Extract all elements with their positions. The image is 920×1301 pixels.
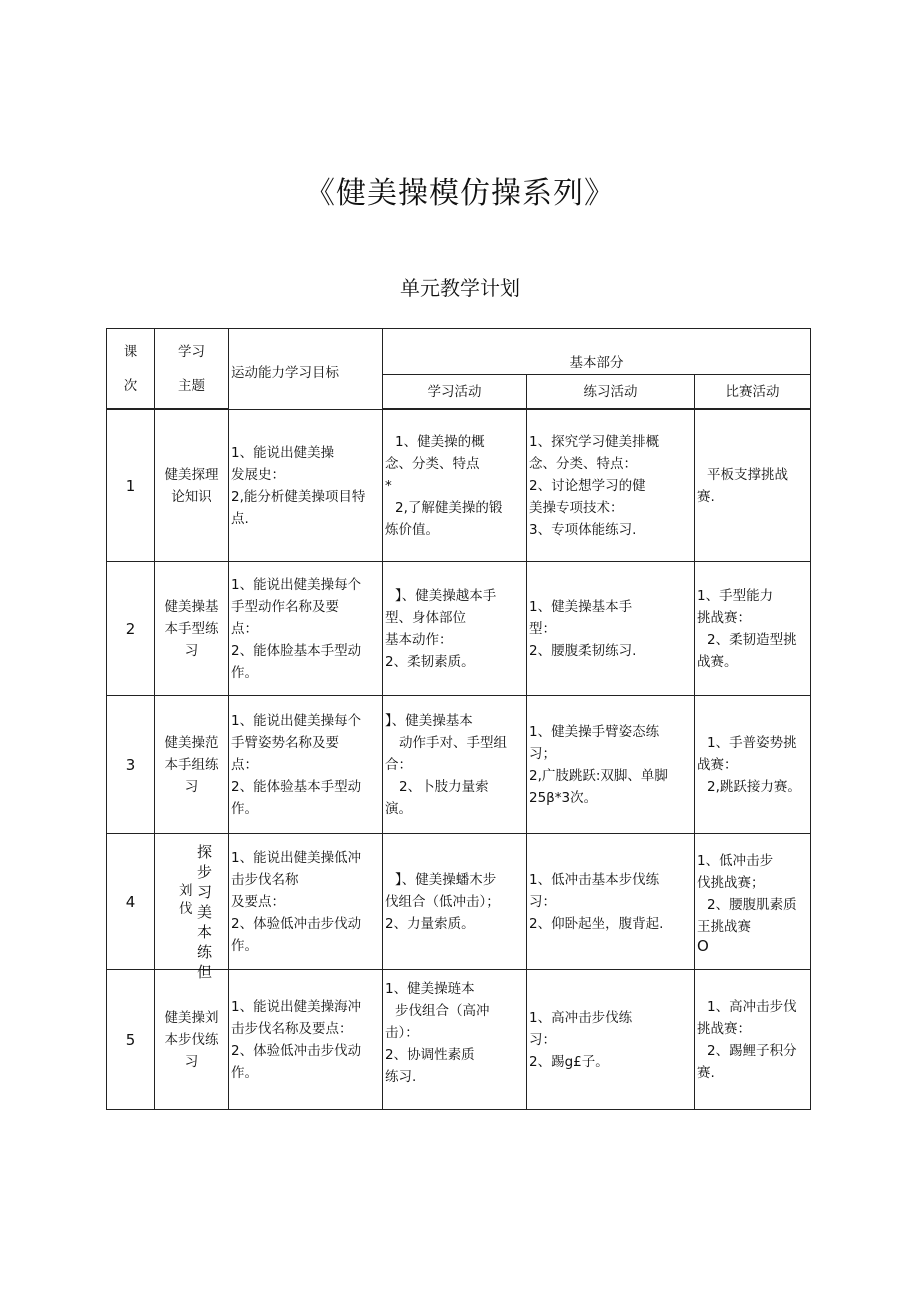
lesson-theme: 健美操刘 本步伐练 习: [155, 970, 229, 1110]
lesson-theme: 健美操范 本手组练 习: [155, 696, 229, 834]
ability-goal: 1、能说出健美操低冲 击步伐名称 及要点： 2、体验低冲击步伐动 作。: [229, 834, 383, 970]
header-lesson: 课 次: [107, 329, 155, 409]
table-row: [107, 696, 811, 834]
header-learning: 学习活动: [383, 375, 527, 409]
practice-activity: 1、低冲击基本步伐练 习： 2、仰卧起坐，腹背起.: [527, 834, 695, 970]
table-row: [107, 970, 811, 1110]
competition-activity: 平板支撑挑战 赛.: [695, 410, 811, 562]
lesson-number: 3: [107, 696, 155, 834]
competition-activity: 1、高冲击步伐 挑战赛： 2、踢鲤子积分 赛.: [695, 970, 811, 1110]
header-basic: 基本部分: [383, 329, 811, 375]
learning-activity: 】、健美操越本手 型、身体部位 基本动作： 2、柔韧素质。: [383, 562, 527, 696]
competition-activity: 1、手型能力 挑战赛： 2、柔韧造型挑 战赛。: [695, 562, 811, 696]
learning-activity: 1、健美操琏本 步伐组合（高冲 击）： 2、协调性素质 练习.: [383, 970, 527, 1110]
header-theme: 学习 主题: [155, 329, 229, 409]
ability-goal: 1、能说出健美操海冲 击步伐名称及要点： 2、体验低冲击步伐动 作。: [229, 970, 383, 1110]
table-row: [107, 562, 811, 696]
lesson-number: 1: [107, 410, 155, 562]
header-competition: 比赛活动: [695, 375, 811, 409]
competition-activity: 1、手普姿势挑 战赛： 2,跳跃接力赛。: [695, 696, 811, 834]
table-row: [107, 410, 811, 562]
ability-goal: 1、能说出健美操每个 手臂姿势名称及要 点： 2、能体验基本手型动 作。: [229, 696, 383, 834]
header-practice: 练习活动: [527, 375, 695, 409]
ability-goal: 1、能说出健美操每个 手型动作名称及要 点： 2、能体脸基本手型动 作。: [229, 562, 383, 696]
competition-activity: 1、低冲击步 伐挑战赛； 2、腰腹肌素质 王挑战赛 O: [695, 834, 811, 970]
lesson-number: 4: [107, 834, 155, 970]
lesson-theme: 刘 伐 探 步 习 美 本 练 但: [155, 834, 229, 970]
teaching-plan-table: [106, 328, 811, 1110]
header-goal: 运动能力学习目标: [229, 329, 383, 410]
lesson-theme: 健美探理 论知识: [155, 410, 229, 562]
document-subtitle: 单元教学计划: [400, 276, 520, 300]
lesson-number: 5: [107, 970, 155, 1110]
lesson-theme: 健美操基 本手型练 习: [155, 562, 229, 696]
document-title: 《健美操模仿操系列》: [305, 176, 615, 211]
table-row: [107, 834, 811, 970]
practice-activity: 1、探究学习健美排概 念、分类、特点： 2、讨论想学习的健 美操专项技术： 3、专项体能练习.: [527, 410, 695, 562]
practice-activity: 1、高冲击步伐练 习： 2、踢g£子。: [527, 970, 695, 1110]
ability-goal: 1、能说出健美操 发展史： 2,能分析健美操项目特 点.: [229, 410, 383, 562]
learning-activity: 】、健美操蟠木步 伐组合（低冲击）； 2、力量索质。: [383, 834, 527, 970]
learning-activity: 1、健美操的概 念、分类、特点 * 2,了解健美操的锻 炼价值。: [383, 410, 527, 562]
practice-activity: 1、健美操基本手 型： 2、腰腹柔韧练习.: [527, 562, 695, 696]
practice-activity: 1、健美操手臂姿态练 习； 2,广肢跳跃:双脚、单脚 25β*3次。: [527, 696, 695, 834]
learning-activity: 】、健美操基本 动作手对、手型组 合： 2、卜肢力量索 演。: [383, 696, 527, 834]
lesson-number: 2: [107, 562, 155, 696]
